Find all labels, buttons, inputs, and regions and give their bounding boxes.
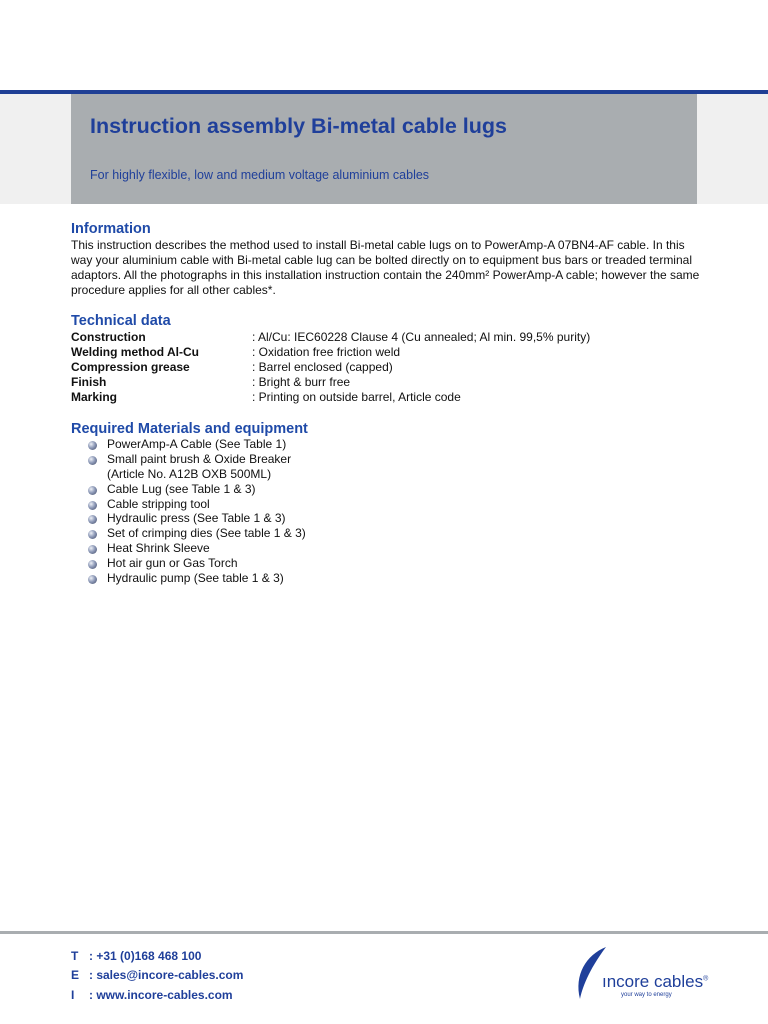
- list-item-text: Cable Lug (see Table 1 & 3): [107, 482, 256, 496]
- document-subtitle: For highly flexible, low and medium voltage aluminium cables: [90, 168, 430, 182]
- logo-tagline: your way to energy: [621, 992, 672, 998]
- contact-key: I: [71, 988, 75, 1002]
- sphere-bullet-icon: [88, 441, 97, 450]
- list-item-text: Hydraulic pump (See table 1 & 3): [107, 571, 284, 585]
- logo-wordmark: ıncore cables®: [602, 972, 709, 991]
- footer-rule: [0, 931, 768, 934]
- website-link[interactable]: : www.incore-cables.com: [89, 988, 233, 1002]
- list-item-text: Small paint brush & Oxide Breaker: [107, 452, 292, 466]
- tech-row-marking: [71, 390, 711, 405]
- tech-label: Construction: [71, 330, 146, 344]
- header-panel: [71, 94, 697, 204]
- sphere-bullet-icon: [88, 456, 97, 465]
- tech-row-compression-grease: [71, 360, 711, 375]
- sphere-bullet-icon: [88, 530, 97, 539]
- sphere-bullet-icon: [88, 545, 97, 554]
- list-item-text: (Article No. A12B OXB 500ML): [107, 467, 272, 481]
- information-heading: Information: [71, 221, 151, 237]
- tech-value: : Barrel enclosed (capped): [252, 360, 393, 374]
- contact-key: T: [71, 949, 79, 963]
- email-link[interactable]: : sales@incore-cables.com: [89, 968, 244, 982]
- list-item-text: PowerAmp-A Cable (See Table 1): [107, 437, 287, 451]
- technical-data-heading: Technical data: [71, 313, 171, 329]
- list-item-text: Cable stripping tool: [107, 497, 210, 511]
- tech-row-construction: [71, 330, 711, 345]
- sphere-bullet-icon: [88, 515, 97, 524]
- document-title: Instruction assembly Bi-metal cable lugs: [90, 114, 507, 138]
- tech-label: Welding method Al-Cu: [71, 345, 199, 359]
- tech-label: Marking: [71, 390, 118, 404]
- tech-value: : Bright & burr free: [252, 375, 351, 389]
- tech-label: Finish: [71, 375, 107, 389]
- list-item-text: Hot air gun or Gas Torch: [107, 556, 238, 570]
- contact-key: E: [71, 968, 80, 982]
- tech-value: : Oxidation free friction weld: [252, 345, 401, 359]
- list-item-text: Heat Shrink Sleeve: [107, 541, 210, 555]
- tech-value: : Printing on outside barrel, Article code: [252, 390, 461, 404]
- list-item-text: Set of crimping dies (See table 1 & 3): [107, 526, 306, 540]
- information-paragraph: This instruction describes the method used to install Bi-metal cable lugs on to PowerAmp-A 07BN4-AF cable. In this way your aluminium cable with Bi-metal cable lug can be bolted directly on to equipment bus bars or treaded terminal adaptors. All the photographs in this installation instruction contain the 240mm² PowerAmp-A cable; however the same procedure applies for all other cables*.: [71, 238, 700, 297]
- sphere-bullet-icon: [88, 560, 97, 569]
- sphere-bullet-icon: [88, 486, 97, 495]
- tech-row-welding-method: [71, 345, 711, 360]
- sphere-bullet-icon: [88, 501, 97, 510]
- tech-value: : Al/Cu: IEC60228 Clause 4 (Cu annealed; Al min. 99,5% purity): [252, 330, 591, 344]
- materials-heading: Required Materials and equipment: [71, 421, 308, 437]
- tech-row-finish: [71, 375, 711, 390]
- phone-number: : +31 (0)168 468 100: [89, 949, 202, 963]
- tech-label: Compression grease: [71, 360, 190, 374]
- company-logo: [572, 945, 712, 1005]
- list-item-text: Hydraulic press (See Table 1 & 3): [107, 511, 286, 525]
- sphere-bullet-icon: [88, 575, 97, 584]
